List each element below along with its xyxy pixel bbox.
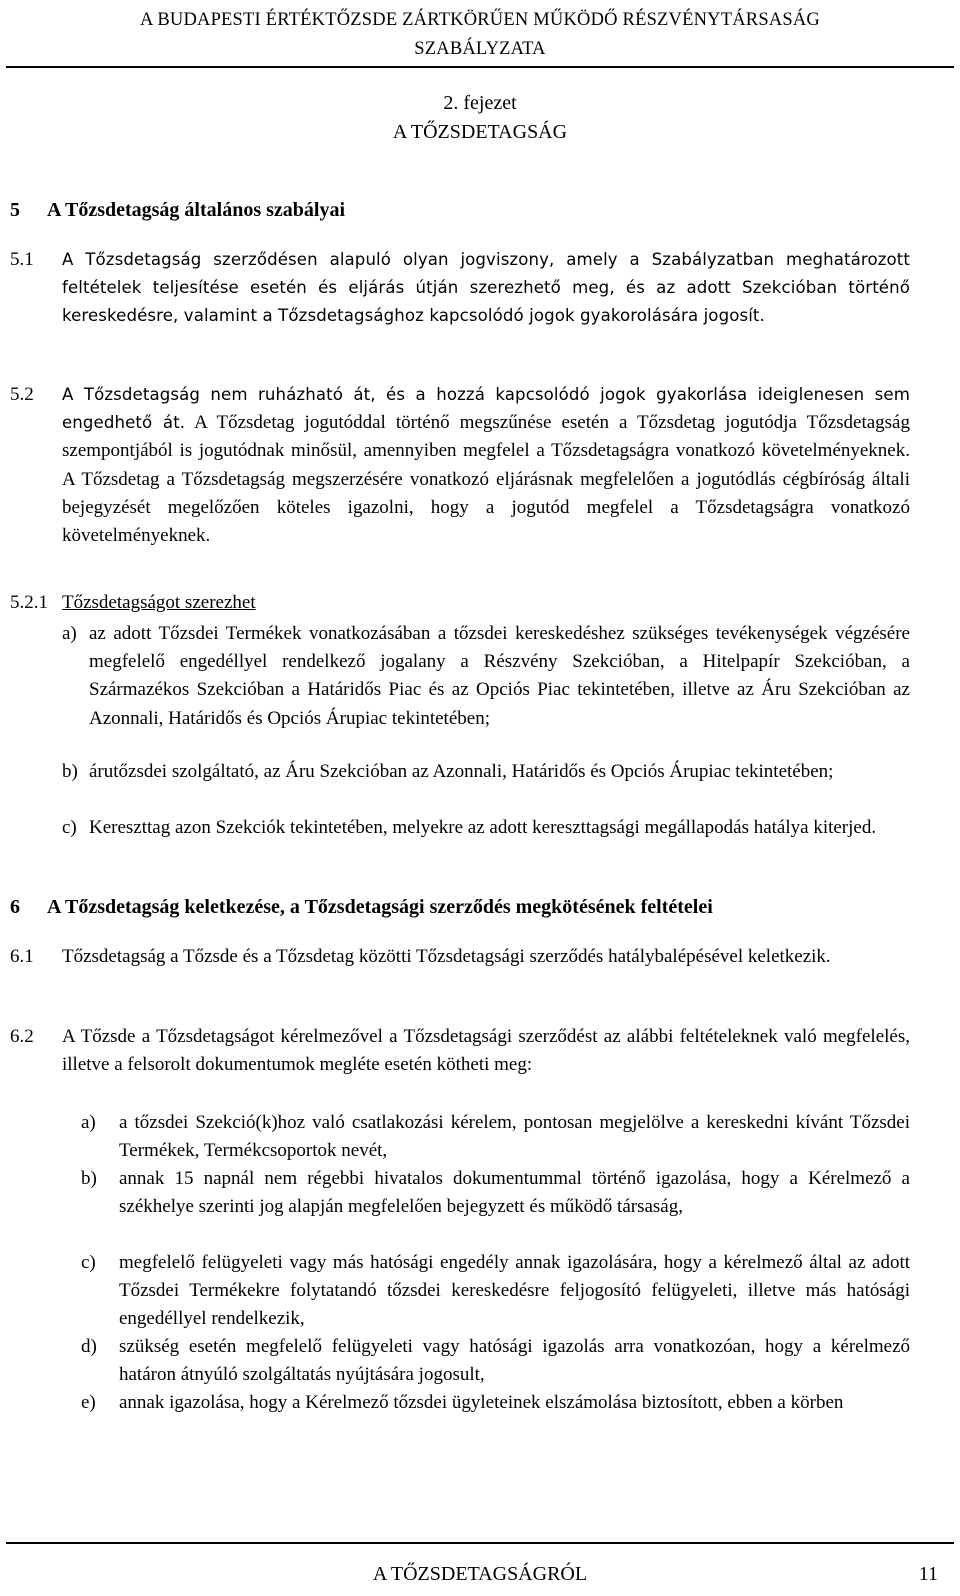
list-item — [81, 1333, 910, 1389]
para-5-1 — [62, 246, 910, 331]
para-5-2-text: A Tőzsdetag jogutóddal történő megszűnése esetén a Tőzsdetag jogutódja Tőzsdetagság szempontjából is jogutódnak minősül, amennyiben megfelel a Tőzsdetagságra vonatkozó követelményeknek. A Tőzsdetag a Tőzsdetagság megszerzésére vonatkozó eljárásnak megfelelően a jogutódlás cégbíróság általi bejegyzését megelőzően köteles igazolni, hogy a jogutód megfelel a Tőzsdetagságra vonatkozó követelményeknek. — [62, 412, 910, 547]
list-item-text: az adott Tőzsdei Termékek vonatkozásában a tőzsdei kereskedéshez szükséges tevékenységek végzésére megfelelő engedéllyel rendelkező jogalany a Részvény Szekcióban, a Hitelpapír Szekcióban, a Származékos Szekcióban a Határidős Piac és az Opciós Piac tekintetében, illetve az Áru Szekcióban az Azonnali, Határidős és Opciós Árupiac tekintetében; — [89, 623, 910, 729]
section-6-title: A Tőzsdetagság keletkezése, a Tőzsdetagsági szerződés megkötésének feltételei — [47, 896, 713, 918]
section-5-title: A Tőzsdetagság általános szabályai — [47, 199, 345, 221]
chapter-title: A TŐZSDETAGSÁG — [392, 121, 568, 143]
para-6-2: A Tőzsde a Tőzsdetagságot kérelmezővel a Tőzsdetagsági szerződést az alábbi feltételeknek való megfelelés, illetve a felsorolt dokumentumok megléte esetén kötheti meg: — [62, 1026, 910, 1076]
header-line-2: SZABÁLYZATA — [414, 39, 546, 59]
list-item — [81, 1249, 910, 1334]
list-item — [62, 814, 910, 870]
para-5-2-text-sans: A Tőzsdetagság nem ruházható át, és a hozzá kapcsolódó jogok gyakorlása ideiglenesen sem engedhető át. — [62, 385, 910, 433]
document-header — [0, 6, 960, 64]
list-item-text: szükség esetén megfelelő felügyeleti vagy hatósági igazolás arra vonatkozóan, hogy a kérelmező határon átnyúló szolgáltatás nyújtására jogosult, — [119, 1336, 910, 1386]
header-line-1: A BUDAPESTI ÉRTÉKTŐZSDE ZÁRTKÖRŰEN MŰKÖDŐ RÉSZVÉNYTÁRSASÁG — [139, 10, 820, 30]
para-5-2-1-number: 5.2.1 — [10, 592, 48, 613]
para-6-1: Tőzsdetagság a Tőzsde és a Tőzsdetag közötti Tőzsdetagsági szerződés hatálybalépésével keletkezik. — [62, 946, 831, 967]
footer-divider — [6, 1542, 954, 1544]
para-6-2-number: 6.2 — [10, 1026, 34, 1047]
list-item — [81, 1109, 910, 1165]
list-item-text: árutőzsdei szolgáltató, az Áru Szekcióban az Azonnali, Határidős és Opciós Árupiac tekintetében; — [89, 761, 834, 782]
list-item-label: a) — [62, 623, 77, 644]
list-item-label: b) — [62, 761, 78, 782]
footer-title: A TŐZSDETAGSÁGRÓL — [372, 1563, 588, 1585]
list-item — [81, 1389, 910, 1445]
chapter-number: 2. fejezet — [443, 92, 517, 114]
list-item-label: e) — [81, 1392, 96, 1413]
section-6-number: 6 — [10, 896, 20, 918]
para-5-1-text: A Tőzsdetagság szerződésen alapuló olyan jogviszony, amely a Szabályzatban meghatározott feltételek teljesítése esetén és eljárás útján szerezhető meg, és az adott Szekcióban történő kereskedésre, valamint a Tőzsdetagsághoz kapcsolódó jogok gyakorolására jogosít. — [62, 250, 910, 326]
chapter-heading — [0, 89, 960, 147]
list-item-text: Kereszttag azon Szekciók tekintetében, melyekre az adott kereszttagsági megállapodás hatálya kiterjed. — [89, 817, 877, 838]
para-5-2 — [62, 381, 910, 550]
list-item-text: a tőzsdei Szekció(k)hoz való csatlakozási kérelem, pontosan megjelölve a kereskedni kívánt Tőzsdei Termékek, Termékcsoportok nevét, — [119, 1112, 910, 1162]
list-item-label: d) — [81, 1336, 97, 1357]
list-item-text: annak igazolása, hogy a Kérelmező tőzsdei ügyleteinek elszámolása biztosított, ebben a körben — [119, 1392, 844, 1413]
para-5-1-number: 5.1 — [10, 249, 34, 270]
list-item — [62, 620, 910, 760]
list-item-text: annak 15 napnál nem régebbi hivatalos dokumentummal történő igazolása, hogy a Kérelmező a székhelye szerinti jog alapján megfelelően bejegyzett és működő társaság, — [119, 1168, 910, 1218]
list-item — [62, 758, 910, 814]
list-item-label: b) — [81, 1168, 97, 1189]
para-6-1-number: 6.1 — [10, 946, 34, 967]
page-number: 11 — [918, 1563, 938, 1585]
list-item-label: c) — [81, 1252, 96, 1273]
list-item-label: c) — [62, 817, 77, 838]
header-divider — [6, 66, 954, 68]
list-item — [81, 1165, 910, 1250]
section-5-number: 5 — [10, 199, 20, 221]
para-5-2-1-title: Tőzsdetagságot szerezhet — [62, 592, 256, 613]
list-item-label: a) — [81, 1112, 96, 1133]
list-item-text: megfelelő felügyeleti vagy más hatósági engedély annak igazolására, hogy a kérelmező által az adott Tőzsdei Termékekre folytatandó tőzsdei kereskedésre feljogosító felügyeleti, illetve más hatósági engedéllyel rendelkezik, — [119, 1252, 910, 1330]
para-5-2-number: 5.2 — [10, 384, 34, 405]
